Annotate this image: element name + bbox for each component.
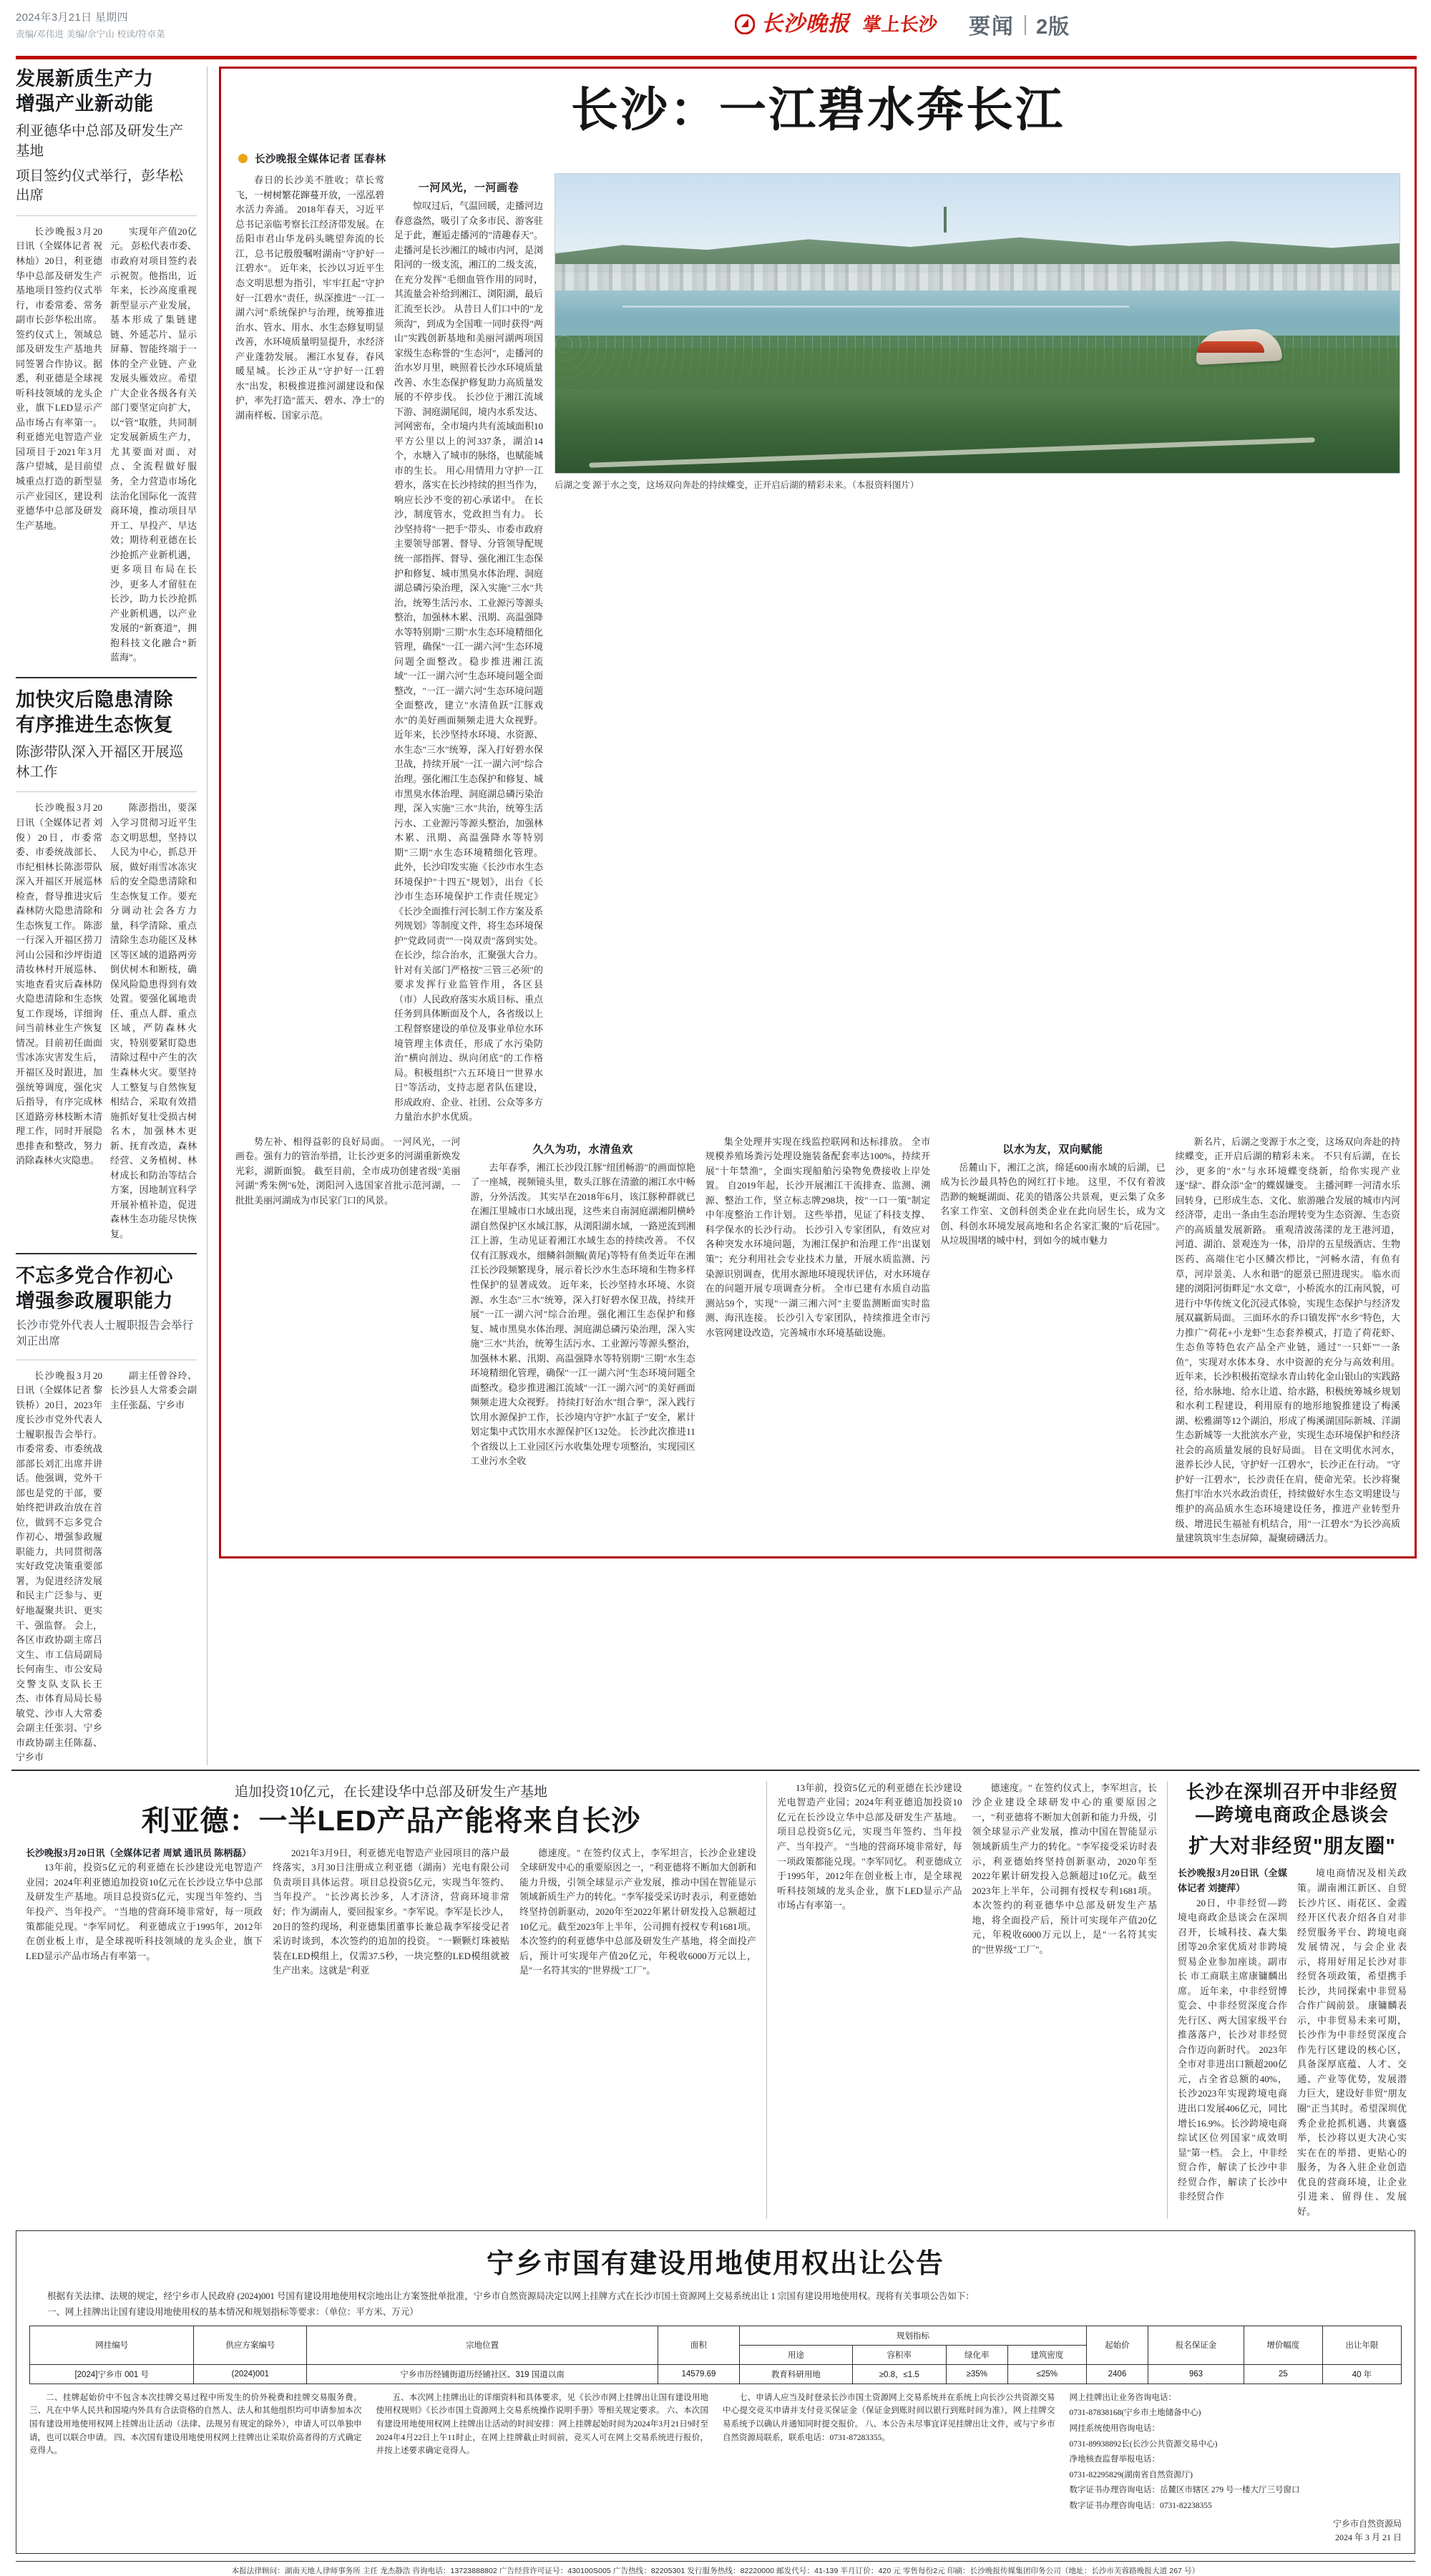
story1-subhead-1: 利亚德华中总部及研发生产基地 bbox=[16, 124, 184, 159]
feature-body-col-3: 集全处理并实现在线监控联网和达标排放。 全市规模养殖场粪污处理设施装备配套率达100%，持续开展"十年禁渔"，全面实现船舶污染物免费接收上岸处置。 自2019年起，长沙开展湘江干流排查、监测、溯源、整治工作，坚立标志牌298块，按"一口一策"制定中年度整治工作计划。 这些举措，见证了科技支撑、科学保水的长沙行动。 长沙引入专家团队，有效应对各种突发水环境问题，为湘江保护和治理工作"出谋划策"；充分利用社会专业技术力量，开展水质监测、污染源识别调查，优用水源地环境现状评估，对水环境存在的问题开展专项调查分析。 全市已建有水质自动监测站59个，实现"一湖三湘六河"主要监测断面实时监测、海汛连接。 长沙引入专家团队，持续推进全市污水管网建设改造，完善城市水环境基础设施。 bbox=[705, 1136, 931, 1338]
th-green-ratio: 绿化率 bbox=[946, 2345, 1007, 2364]
left-story-1 bbox=[16, 67, 197, 665]
story2-body-col-a: 长沙晚报3月20日讯（全媒体记者 刘俊）20日，市委常委、市委统战部长、市纪相林长陈澎带队深入开福区开展巡林检查，督导推进灾后森林防火隐患清除和生态恢复工作。 陈澎一行深入开福区捞刀河山公园和沙坪街道清妆林村开展巡林、实地查看灾后森林防火隐患清除和生态恢复工作现场，详细询问当前林业生产恢复情况。目前初任面面雪冰冻灾害发生后，开福区及时跟进，加强统筹调度，强化灾后指导，有序完成林区道路旁林枝断木清理工作，同时开展隐患排查和整改，努力消除森林火灾隐患。 bbox=[16, 802, 102, 1166]
feature-body-col-5: 新名片，后湖之变源于水之变，这场双向奔赴的持续蝶变，正开启后湖的精彩未来。 不只有后湖，在长沙，更多的"水"与水环境蝶变绕新，给你实现产业逐"绿"、群众添"金"的蝶媒嫌变。 主播河畔一河清水乐回转身，已形成生态、文化、旅游融合发展的城市内河经济带，走出一条由生态治理转变为生态资源、生态资产的高质量发展新路。 重观清波荡漾的龙王港河道，河道、湖泊、景观连为一体，沿岸的五星级酒店、生物医药、高端住宅小区鳞次栉比，"河畅水清，有鱼有草，河岸景美、人水和谐"的愿景已照进现实。 临水而建的浏阳河街畔足"水文章"，小桥流水的江南风貌，可进行中华传统文化沉浸式体验，实现生态保护与经济发展双赢新局面。 三面环水的乔口镇发挥"水乡"特色，大力推广"荷花+小龙虾"生态套养模式，打造了荷花虾、生态鱼等特色农产品全产业链，通过"一只虾""一条鱼"，实现对水体本身、水中资源的充分与高效利用。 近年来，长沙积极拓宽绿水青山转化金山银山的实践路径，给水脉地、给水让道、给水路，积极统筹城乡规划和水利工程建设，利用原有的地形地貌推建设了梅溪湖、松雅湖等12个湖泊，形成了梅溪湖国际新城、洋湖生态新城等一大批滨水产业，实现生态环境保护和经济社会的高质量发展的良好局面。 目在文明优水河水，滋养长沙人民，守护好一江碧水"，长沙正在行动。 "守护好一江碧水"，长沙责任在肩，使命光荣。长沙将聚焦打牢治水兴水政治责任，持续做好水生态文明建设与维护的高品质水生态环境建设任务，推进产业转型升级、增进民生福祉有机结合，用"一江碧水"为长沙高质量建筑筑牢生态屏障，凝聚磅礴活力。 bbox=[1175, 1136, 1401, 1544]
story2-subhead: 陈澎带队深入开福区开展巡林工作 bbox=[16, 745, 184, 780]
story3-subhead: 长沙市党外代表人士履职报告会举行 刘正出席 bbox=[16, 1319, 194, 1348]
story2-body-col-b: 陈澎指出，要深入学习贯彻习近平生态文明思想，坚持以人民为中心，抓总开展，做好雨雪冰冻灾后的安全隐患清除和生态恢复工作。要充分调动社会各方力量，科学清除、重点清除生态功能区及林区等区域的道路两旁倒伏树木和断枝，确保风险隐患得到有效处置。要强化属地责任、重点人群、重点区域，严防森林火灾，特别要紧盯隐患清除过程中产生的次生森林火灾。要坚持人工整复与自然恢复相结合，采取有效措施抓好复壮受损古树名木，加强林木更新、抚育改造，森林经营、义务植树、林材成长和防治等结合方案，因地制宜科学开展补植补造，促进森林生态功能尽快恢复。 bbox=[110, 802, 197, 1239]
lower-story-a bbox=[16, 1781, 767, 2219]
hero-figure bbox=[555, 173, 1400, 492]
contact-line-6: 数字证书办理咨询电话：岳麓区市辖区 279 号一楼大厅三号窗口 bbox=[1069, 2486, 1300, 2495]
cell-increment: 25 bbox=[1244, 2364, 1322, 2384]
masthead-nameplate bbox=[388, 9, 1417, 40]
page-number: 2版 bbox=[1035, 16, 1070, 39]
bullet-icon bbox=[238, 154, 248, 163]
paper-logo[interactable] bbox=[735, 14, 850, 35]
page-title[interactable]: 长沙：一江碧水奔长江 bbox=[571, 83, 1065, 136]
story-b-byline: 长沙晚报3月20日讯（全媒体记者 刘捷萍） bbox=[1178, 1868, 1287, 1893]
story-b-title-line1[interactable]: 长沙在深圳召开中非经贸—跨境电商政企恳谈会 bbox=[1186, 1780, 1399, 1825]
section-divider-1 bbox=[16, 677, 197, 678]
th-area: 面积 bbox=[658, 2326, 739, 2364]
announcement-notes bbox=[29, 2391, 1402, 2545]
lower-band bbox=[11, 1770, 1420, 2219]
story-b-col-1: 20日，中非经贸—跨境电商政企恳谈会在深圳召开，长城科技、森大集团等20余家优质对非跨境贸易企业参加座谈。副市长 市工商联主席康镛麟出席。 近年来，中非经贸博览会、中非经贸深度合作先行区、两大国家级平台推落落户，长沙对非经贸合作迈向新时代。 2023年全市对非进出口额超200亿元，占全省总额的40%，长沙2023年实现跨境电商进出口发展406亿元，同比增长16.9%。长沙跨境电商综试区位列国家"成效明显"第一档。 会上，中非经贸合作，解读了长沙中非经贸合作，解读了长沙中非经贸合作 bbox=[1178, 1897, 1287, 2202]
cell-building-density: ≤25% bbox=[1007, 2364, 1086, 2384]
story3-headline-line2[interactable]: 增强参政履职能力 bbox=[16, 1290, 173, 1312]
main-column bbox=[207, 67, 1417, 1765]
lower-story-b bbox=[1168, 1781, 1417, 2219]
cell-location: 宁乡市历经铺街道历经铺社区、319 国道以南 bbox=[307, 2364, 658, 2384]
cell-start-price: 2406 bbox=[1086, 2364, 1148, 2384]
section-divider-2 bbox=[16, 1253, 197, 1254]
story-a-col-1: 13年前，投资5亿元的利亚德在长沙建设光电智造产业园；2024年利亚德追加投资10亿元在长沙设立华中总部及研发生产基地。项目总投资5亿元，实现当年签约、当年投产、当年投产。 "当地的营商环境非常好，每一项政策都能兑现。"李军同忆。 利亚德成立于1995年，2012年在创业板上市，是全球视听科技领域的龙头企业，旗下LED显示产品市场占有率第一。 bbox=[26, 1862, 263, 1961]
left-column bbox=[16, 67, 207, 1765]
story-b-title-line2[interactable]: 扩大对非经贸"朋友圈" bbox=[1188, 1835, 1396, 1858]
feature-intro-col-2: 惊叹过后，气温回暖，走播河边春意盎然，吸引了众多市民、游客驻足于此，邂逅走播河的"清趣春天"。 走播河是长沙湘江的城市内河，是浏阳河的一级支流，湘江的二级支流，在充分发挥"毛细血管作用的同时，其流量会补给到湘江、浏阳湖，最后汇流至长沙。 从昔日人们口中的"龙须沟"，到成为全国唯一同时获得"两山"实践创新基地和美丽河湖两项国家级生态称誉的"生态河"，走播河的治水岁月里，映照着长沙水环境质量改善、水生态保护修复助力高质量发展的不停步伐。 长沙位于湘江流域下游、洞庭湖尾闾，境内水系发达、河网密布，全市境内共有流域面积10平方公里以上的河337条，湖泊14个，水塘入了城市的脉络，也赋能城市的生长。 用心用情用力守护一江碧水，落实在长沙持续的担当作为，响应长沙不变的初心承诺中。 在长沙，制度管水，党政担当有力。 长沙坚持将"一把手"带头、市委市政府主要领导部署、督导、分管领导配规统一部指挥、督导、强化湘江生态保护和修复、城市黑臭水体治理、洞庭湖总磷污染治理，深入实施"三水"共治，统筹生活污水、工业源污等源头整治，加强林木累、汛期、高温强降水等特别期"三期"水生态环境精细化管理，确保"一江一湖六河"生态环境问题全面整改。稳步推进湘江流域"一江一湖六河"生态环境问题全面整改，"一江一湖六河"生态环境问题全面整改，建立"水清鱼跃"江豚戏水"的美好画面频频走进大众视野。 近年来，长沙坚持水环境、水资源、水生态"三水"统筹，深入打好碧水保卫战，持续开展"一江一湖六河"综合治理。强化湘江生态保护和修复、城市黑臭水体治理、洞庭湖总磷污染治理，深入实施"三水"共治，统筹生活污水、工业源污等源头整治，加强林木累、汛期、高温强降水等特别期"三期"水生态环境精细化管理。 此外，长沙印发实施《长沙市水生态环境保护"十四五"规划》，出台《长沙市生态环境保护工作责任规定》《长沙全面推行河长制工作方案及系列规划》等制度文件，将生态环境保护"党政同责""一岗双责"落到实处。 在长沙，综合治水，汇聚强大合力。 针对有关部门严格按"三管三必须"的要求发挥行业监管作用，各区县（市）人民政府落实水质目标、重点任务到具体断面及个人，各省级以上工程督察建设的单位及事业单位水环境管理主体责任，形成了水污染防治"横向剖边、纵向闭底"的工作格局。积极组织"六五环境日""世界水日"等活动，支持志愿者队伍建设，形成政府、企业、社团、公众等多方力量治水护水优质。 bbox=[394, 200, 544, 1123]
note-col-3: 七、申请人应当及时登录长沙市国土资源网上交易系统并在系统上向长沙公共资源交易中心提交竞买申请并支付竞买保证金（保证金到账时间以银行到账时间为准），网上挂牌交易系统予以确认并通知同时提交报价。 八、本公告未尽事宜详见挂牌出让文件，或与宁乡市自然资源局联系，联系电话：0731-87283355。 bbox=[723, 2393, 1055, 2442]
photo-tower bbox=[944, 207, 947, 233]
cell-plan-no: (2024)001 bbox=[194, 2364, 307, 2384]
cell-far: ≥0.8，≤1.5 bbox=[852, 2364, 946, 2384]
photo-sky bbox=[555, 174, 1400, 252]
feature-section-1-title: 一河风光，一河画卷 bbox=[418, 182, 519, 195]
announcement-contacts bbox=[1070, 2391, 1402, 2545]
cell-green-ratio: ≥35% bbox=[946, 2364, 1007, 2384]
paper-name: 长沙晚报 bbox=[761, 12, 850, 36]
story-a-title[interactable]: 利亚德：一半LED产品产能将来自长沙 bbox=[141, 1805, 641, 1837]
table-row bbox=[30, 2364, 1402, 2384]
announcement-title: 宁乡市国有建设用地使用权出让公告 bbox=[486, 2249, 944, 2280]
body-grid bbox=[11, 59, 1420, 1765]
feature-article-frame bbox=[219, 67, 1417, 1558]
story3-headline-line1[interactable]: 不忘多党合作初心 bbox=[16, 1265, 173, 1287]
masthead-left bbox=[16, 10, 388, 41]
byline-text: 长沙晚报全媒体记者 匡春林 bbox=[255, 154, 386, 166]
th-location: 宗地位置 bbox=[307, 2326, 658, 2364]
contact-line-4: 净地核查监督举报电话： bbox=[1069, 2455, 1160, 2464]
story1-subhead-2: 项目签约仪式举行，彭华松出席 bbox=[16, 168, 184, 204]
story2-headline-line1[interactable]: 加快灾后隐患清除 bbox=[16, 688, 173, 711]
photo-water-reflection bbox=[622, 306, 1129, 308]
feature-body-col-2: 去年春季，湘江长沙段江豚"纽团畅游"的画面惊艳了一座城，视频镜头里，数头江豚在清澈的湘江水中畅游，分外活泼。 其实早在2018年6月，该江豚种群就已在湘江里城市口水域出现，这些来自南洞庭湖湘阴横岭湖自然保护区水域江豚，从浏阳湖水域，一路逆流到湘江上游，生动见证着湘江水域生态的持续改善。 不仅仅有江豚戏水，细鳞斜颌鲴(黄尾)等特有鱼类近年在湘江长沙段频繁现身，展示着长沙水生态环境和生物多样性保护的显著成效。 近年来，长沙坚持水环境、水资源、水生态"三水"统筹，深入打好碧水保卫战，持续开展"一江一湖六河"综合治理。强化湘江生态保护和修复、城市黑臭水体治理、洞庭湖总磷污染治理，深入实施"三水"共治，统筹生活污水、工业源污等源头整治，加强林木累、汛期、高温强降水等特别期"三期"水生态环境精细化管理，确保"一江一湖六河"生态环境问题全面整改。稳步推进湘江流域"一江一湖六河"的美好画面频频走进大众视野。 持续打好治水"组合拳"，深入践行饮用水源保护工作，长沙境内守护"水缸子"安全，累计划定集中式饮用水水源保护区132处。 长沙此次推进11个省级以上工业园区污水收集处理专项整治，实现园区工业污水全收 bbox=[470, 1161, 695, 1467]
contact-line-5: 0731-82295829(湖南省自然资源厅) bbox=[1069, 2470, 1193, 2479]
th-term: 出让年限 bbox=[1322, 2326, 1401, 2364]
feature-byline bbox=[238, 151, 1400, 166]
announcement-lead: 根据有关法律、法规的规定，经宁乡市人民政府 (2024)001 号国有建设用地使用权宗地出让方案签批单批准，宁乡市自然资源局决定以网上挂牌方式在长沙市国土资源网上交易系统出让 1 宗国有建设用地使用权。现将有关事项公告如下： bbox=[47, 2291, 975, 2302]
cell-usage: 教育科研用地 bbox=[740, 2364, 853, 2384]
story1-headline-line2[interactable]: 增强产业新动能 bbox=[16, 93, 154, 115]
divider bbox=[16, 215, 197, 216]
story-b-col-2: 境电商情况及相关政策。湖南湘江新区、自贸长沙片区、雨花区、金霞经开区代表介绍各自对非经贸服务平台、跨境电商发展情况，与会企业表示，将用好用足长沙对非经贸各项政策，希望携手长沙，共同探索中非贸易合作广阔前景。 康镛麟表示，中非贸易未来可期，长沙作为中非经贸深度合作先行区建设的核心区，具备深厚底蕴、人才、交通、产业等优势，发展潜力巨大，建设好非贸"朋友圈"正当其时。希望深圳优秀企业抢抓机遇、共襄盛举，长沙将以更大决心实实在在的举措、更贴心的服务，为各入驻企业创造优良的营商环境，让企业引进来、留得住、发展好。 bbox=[1297, 1868, 1407, 2217]
story1-headline-line1[interactable]: 发展新质生产力 bbox=[16, 68, 154, 89]
story-a-col-3: 德速度。" 在签约仪式上，李军坦言，长沙企业建设全球研发中心的重要原因之一，"利亚德将不断加大创新和能力升级，引领全球显示产业发展，推动中国在智能显示领域新质生产力的转化。"李军接受采访时表示，利亚德始终坚持创新驱动，2020年至2022年累计研发投入总额超过10亿元。截至2023年上半年，公司拥有授权专利1681项。 本次签约的利亚德华中总部及研发生产基地，将全面投产后，预计可实现年产值20亿元，年税收6000万元以上，是"一名符其实的"世界级"工厂"。 bbox=[519, 1847, 756, 1976]
divider bbox=[16, 791, 197, 792]
section-separator bbox=[1025, 15, 1026, 35]
contact-title: 网上挂牌出让业务咨询电话： bbox=[1069, 2393, 1176, 2402]
hero-text-columns bbox=[235, 173, 543, 1124]
th-far: 容积率 bbox=[852, 2345, 946, 2364]
th-usage: 用途 bbox=[740, 2345, 853, 2364]
announcement-sub: 一、网上挂牌出让国有建设用地使用权的基本情况和规划指标等要求：（单位：平方米、万元） bbox=[47, 2307, 419, 2318]
story3-body-col-a: 长沙晚报3月20日讯（全媒体记者 黎铁桥）20日，2023年度长沙市党外代表人士履职报告会举行。市委常委、市委统战部部长刘汇出席并讲话。他强调，党外干部也是党的干部，要始终把讲政治放在首位，做到不忘多党合作初心、增强参政履职能力，共同贯彻落实好政党决策重要部署，为促进经济发展和民主广泛参与、更好地凝聚共识、更实干、强监督。 会上，各区市政协副主席吕文生、市工信局副局长何南生、市公安局交警支队支队长王杰、市体育局局长易敏党、沙市人大常委会副主任张羽、宁乡市政协副主任陈磊、宁乡市 bbox=[16, 1370, 102, 1763]
table-body bbox=[30, 2364, 1402, 2384]
lower-story-b-spacer bbox=[767, 1781, 1168, 2219]
story-a-kicker: 追加投资10亿元，在长建设华中总部及研发生产基地 bbox=[234, 1784, 547, 1800]
story-a-col-2: 2021年3月9日，利亚德光电智造产业园项目的落户最终落实，3月30日注册成立利亚德（湖南）光电有限公司负责项目具体运营。项目总投资5亿元，实现当年签约、当年投产。 "长沙离长沙多，人才济济，营商环境非常好；作为湖南人，要回报家乡。"李军说。李军是长沙人，20日的签约现场，利亚德集团董事长兼总裁李军接受记者采访时谈到，本次签约的追加的投资。 "一颗颗灯珠被贴装在LED模组上，仅需37.5秒，一块完整的LED模组就被生产出来。这就是"利亚 bbox=[273, 1847, 509, 1976]
story-a-overflow-col: 13年前，投资5亿元的利亚德在长沙建设光电智造产业园；2024年利亚德追加投资10亿元在长沙设立华中总部及研发生产基地。项目总投资5亿元，实现当年签约、当年投产、当年投产。 "当地的营商环境非常好，每一项政策都能兑现。"李军同忆。 利亚德成立于1995年，2012年在创业板上市，是全球视听科技领域的龙头企业，旗下LED显示产品市场占有率第一。 bbox=[777, 1782, 962, 1911]
th-parcel-no: 网挂编号 bbox=[30, 2326, 194, 2364]
contact-line-7: 数字证书办理咨询电话：0731-82238355 bbox=[1069, 2502, 1212, 2511]
contact-line-3: 0731-89938892长(长沙公共资源交易中心) bbox=[1069, 2439, 1218, 2449]
signature-date: 2024 年 3 月 21 日 bbox=[1334, 2532, 1402, 2542]
table-header bbox=[30, 2326, 1402, 2364]
feature-body-columns bbox=[235, 1135, 1400, 1546]
hero-row bbox=[235, 173, 1400, 1124]
story2-headline-line2[interactable]: 有序推进生态恢复 bbox=[16, 713, 173, 736]
cell-term: 40 年 bbox=[1322, 2364, 1401, 2384]
th-plan-no: 供应方案编号 bbox=[194, 2326, 307, 2364]
contact-line-1: 0731-87838168(宁乡市土地储备中心) bbox=[1069, 2409, 1201, 2418]
left-story-3 bbox=[16, 1264, 197, 1765]
signature-org: 宁乡市自然资源局 bbox=[1332, 2518, 1402, 2529]
th-increment: 增价幅度 bbox=[1244, 2326, 1322, 2364]
logo-mark-icon bbox=[735, 14, 755, 34]
note-col-2: 五、本次网上挂牌出让的详细资料和具体要求，见《长沙市网上挂牌出让国有建设用地使用权规则》《长沙市国土资源网上交易系统操作说明手册》等相关规定要求。 六、本次国有建设用地使用权网上挂牌出让活动的时间安排：网上挂牌起始时间为2024年3月21日9时至2024年4月22日上午11时止，在网上挂牌截止时间前，竞买人可在网上交易系统进行报价，并按上述要求确定竞得人。 bbox=[376, 2393, 708, 2456]
photo-red-roof bbox=[1197, 341, 1264, 353]
story-a-overflow-col-2: 德速度。" 在签约仪式上，李军坦言，长沙企业建设全球研发中心的重要原因之一，"利亚德将不断加大创新和能力升级，引领全球显示产业发展，推动中国在智能显示领域新质生产力的转化。"李军接受采访时表示，利亚德始终坚持创新驱动，2020年至2022年累计研发投入总额超过10亿元。截至2023年上半年，公司拥有授权专利1681项。 本次签约的利亚德华中总部及研发生产基地，将全面投产后，预计可实现年产值20亿元，年税收6000万元以上，是"一名符其实的"世界级"工厂"。 bbox=[972, 1782, 1157, 1955]
masthead bbox=[11, 0, 1420, 52]
left-story-2 bbox=[16, 688, 197, 1242]
feature-section-2-title: 久久为功，水清鱼欢 bbox=[532, 1143, 633, 1156]
photo-caption: 后湖之变 源于水之变，这场双向奔赴的持续蝶变，正开启后湖的精彩未来。（本报资料图片） bbox=[555, 480, 919, 491]
th-deposit: 报名保证金 bbox=[1148, 2326, 1244, 2364]
th-building-density: 建筑密度 bbox=[1007, 2345, 1086, 2364]
editor-credits: 责编/邓伟进 美编/佘宁山 校读/符卓菜 bbox=[16, 29, 165, 39]
story1-body-col-a: 长沙晚报3月20日讯（全媒体记者 祝林灿）20日，利亚德华中总部及研发生产基地项目签约仪式举行，市委常委、常务副市长彭华松出席。签约仪式上，领域总部及研发生产基地共同签署合作协议。据悉，利亚德是全球视听科技领域的龙头企业，旗下LED显示产品市场占有率第一。利亚德光电智造产业园项目于2021年3月落户望城，是目前望城重点打造的新型显示产业园区，建设利亚德华中总部及研发生产基地。 bbox=[16, 225, 102, 531]
feature-intro-col-1: 春日的长沙美不胜收；草长莺飞，一树树繁花蹿蔓开放，一泓泓碧水活力奔涌。 2018年春天，习近平总书记亲临考察长江经济带发展。在岳阳市君山华龙码头眺望奔流的长江，总书记殷殷嘱咐湖南"守护好一江碧水"。 近年来，长沙以习近平生态文明思想为指引，牢牢扛起"守护好一江碧水"责任，纵深推进"一江一湖六河"系统保护与治理，统筹推进治水、管水、用水、水生态修复明显改善，水环境质量明显提升，水经济产业蓬勃发展。 湘江水复春，春风暖星城。长沙正从"守护好一江碧水"出发，积极推进推河湖建设和保护，率先打造"蓝天、碧水、净土"的湖南样板、国家示范。 bbox=[235, 175, 385, 421]
publication-date: 2024年3月21日 星期四 bbox=[16, 11, 128, 24]
feature-section-3-title: 以水为友，双向赋能 bbox=[1002, 1143, 1103, 1156]
feature-body-col-1: 势左补、相得益彰的良好局面。 一河风光，一河画卷。强有力的管治举措，让长沙更多的河湖重新焕发光彩，湖新面貌。 截至目前，全市成功创建省级"美丽河湖"秀朱例"6处，浏阳河入选国家首批示范河湖，一批批美丽河湖成为市民家门口的风景。 bbox=[235, 1136, 461, 1206]
story-a-byline: 长沙晚报3月20日讯（全媒体记者 周斌 通讯员 陈柄磊） bbox=[26, 1847, 252, 1858]
cell-parcel-no: [2024]宁乡市 001 号 bbox=[30, 2364, 194, 2384]
section-indicator bbox=[969, 9, 1070, 40]
th-start-price: 起始价 bbox=[1086, 2326, 1148, 2364]
feature-body-col-4: 岳麓山下，湘江之滨，绵延600南水域的后湖，已成为长沙最具特色的网红打卡地。 这里，不仅有着波浩渺的蜿蜒湖面、花美的错落公共景观，更云集了众多名家工作室、文创科创类企业在此向居生长，成为文创、科创水环境发展高地和名企名家汇聚的"后花园"。 从垃圾围堵的城中村，到如今的城市魅力 bbox=[940, 1161, 1166, 1246]
contact-line-2: 网挂系统使用咨询电话： bbox=[1069, 2424, 1160, 2433]
land-announcement bbox=[16, 2230, 1415, 2554]
photo-skyline bbox=[555, 264, 1400, 291]
hero-photo bbox=[555, 173, 1400, 474]
cell-area: 14579.69 bbox=[658, 2364, 739, 2384]
story1-body-col-b: 实现年产值20亿元。 彭松代表市委、市政府对项目签约表示祝贺。他指出，近年来，长沙高度重视新型显示产业发展，基本形成了集链建链、外延芯片、显示屏幕、智能终端于一体的全产业链、产业发展头雁效应。希望广大企业各级各有关部门要坚定向扩大，以“管”取胜，共同制定发展新质生产力，尤其要面对面、对点、全流程做好服务，全力营造市场化法治化国际化一流营商环境，推动项目早开工、早投产、早达效；期待利亚德在长沙抢抓产业新机遇，更多项目布局在长沙，更多人才留驻在长沙，助力长沙抢抓产业新机遇，以产业发展的“新赛道”，拥抱科技文化融合“新蓝海”。 bbox=[110, 225, 197, 663]
cell-deposit: 963 bbox=[1148, 2364, 1244, 2384]
story3-body-col-b: 副主任曾谷玲、长沙县人大常委会副主任张磊、宁乡市 bbox=[110, 1370, 197, 1410]
th-planning-group: 规划指标 bbox=[740, 2326, 1087, 2345]
page-footer: 本报法律顾问：湖南天地人律师事务所 主任 龙杰静浩 咨询电话：13723888802 广告经营许可证号：430100S005 广告热线：82205301 发行服务热线：82220000 邮发代号：41-139 半月订价：420 元 零售每份2元 印刷：长沙晚报传媒集团印务公司（地址：长沙市芙蓉路晚报大道 267 号） bbox=[16, 2561, 1415, 2576]
table-header-row bbox=[30, 2326, 1402, 2345]
land-parcel-table bbox=[29, 2326, 1402, 2384]
section-name: 要闻 bbox=[968, 15, 1015, 39]
app-name[interactable]: 掌上长沙 bbox=[861, 14, 939, 35]
note-col-1: 二、挂牌起始价中不包含本次挂牌交易过程中所发生的价外税费和挂牌交易服务费。 三、凡在中华人民共和国境内外具有合法资格的自然人、法人和其他组织均可申请参加本次国有建设用地使用权网上挂牌出让活动（法律、法规另有规定的除外），申请人可以单独申请，也可以联合申请。 四、本次国有建设用地使用权网上挂牌出让采取价高者得的方式确定竞得人。 bbox=[29, 2393, 362, 2456]
